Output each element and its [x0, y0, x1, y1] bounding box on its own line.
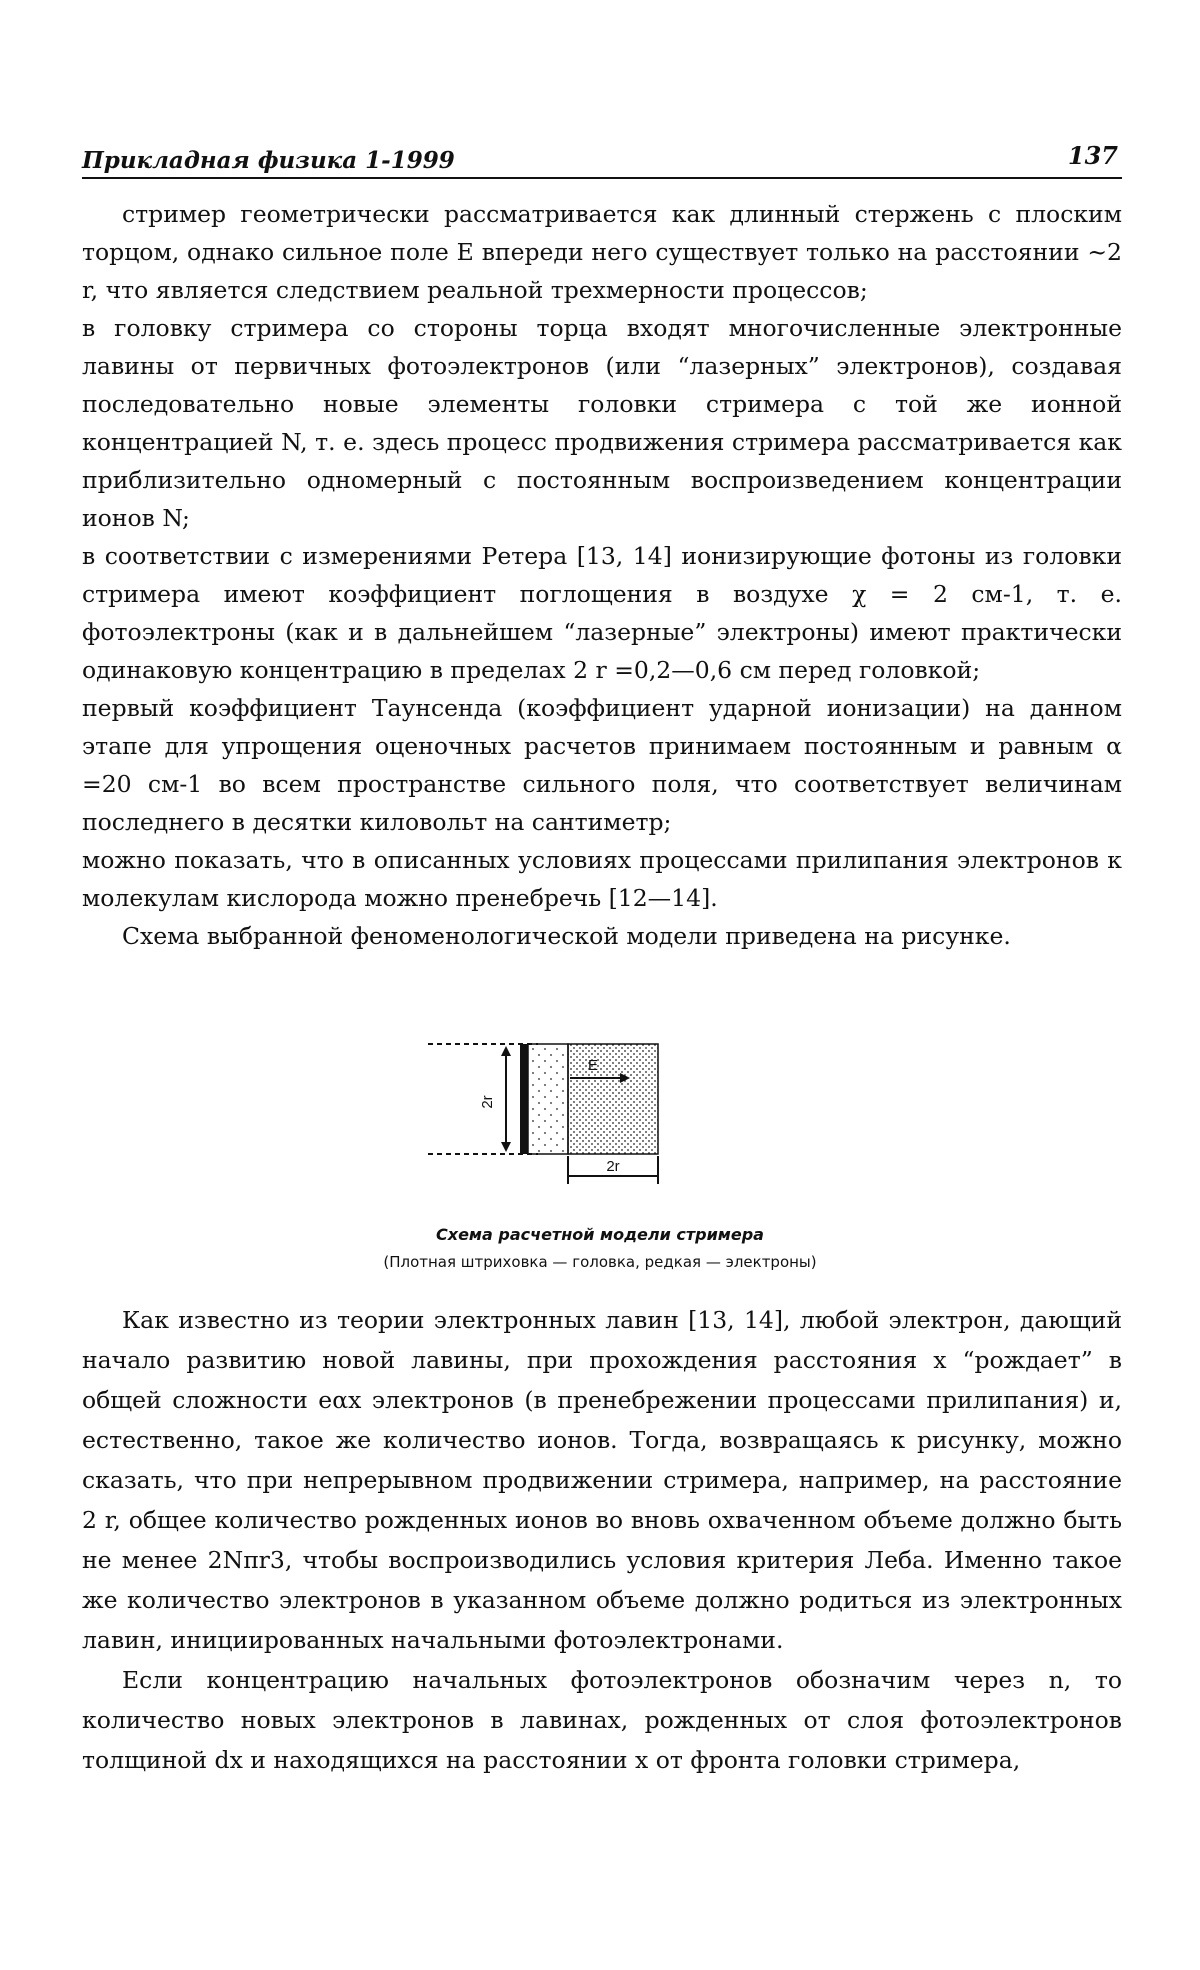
paragraph: Если концентрацию начальных фотоэлектронов обозначим через n, то количество новых электронов в лавинах, рожденных от слоя фотоэлектронов толщиной dx и находящихся на расстоянии x от фронта головки стримера, [82, 1666, 1122, 1774]
journal-title: Прикладная физика 1-1999 [82, 147, 455, 174]
paragraph: первый коэффициент Таунсенда (коэффициент ударной ионизации) на данном этапе для упрощения оценочных расчетов принимаем постоянным и равным α =20 см-1 во всем пространстве сильного поля, что соответствует величинам последнего в десятки киловольт на сантиметр; [82, 694, 1122, 836]
streamer-model-figure [428, 1040, 748, 1200]
height-label: 2r [479, 1095, 496, 1109]
height-arrow-bottom [501, 1142, 511, 1152]
head-dense-zone [568, 1044, 658, 1154]
text-block-bottom [82, 1300, 1122, 1780]
paragraph: Как известно из теории электронных лавин [13, 14], любой электрон, дающий начало развитию новой лавины, при прохождения расстояния x “рождает” в общей сложности eαx электронов (в пренебрежении процессами прилипания) и, естественно, такое же количество ионов. Тогда, возвращаясь к рисунку, можно сказать, что при непрерывном продвижении стримера, например, на расстояние 2 r, общее количество рожденных ионов во вновь охваченном объеме должно быть не менее 2Nπr3, чтобы воспроизводились условия критерия Леба. Именно такое же количество электронов в указанном объеме должно родиться из электронных лавин, инициированных начальными фотоэлектронами. [82, 1306, 1122, 1654]
paragraph: в головку стримера со стороны торца входят многочисленные электронные лавины от первичных фотоэлектронов (или “лазерных” электронов), создавая последовательно новые элементы головки стримера с той же ионной концентрацией N, т. е. здесь процесс продвижения стримера рассматривается как приблизительно одномерный с постоянным воспроизведением концентрации ионов N; [82, 314, 1122, 532]
paragraph: можно показать, что в описанных условиях процессами прилипания электронов к молекулам кислорода можно пренебречь [12—14]. [82, 846, 1122, 912]
streamer-head [520, 1044, 528, 1154]
photoelectron-zone [528, 1044, 568, 1154]
page-number: 137 [1067, 141, 1118, 170]
height-arrow-top [501, 1046, 511, 1056]
running-header [82, 141, 1122, 179]
paragraph: стример геометрически рассматривается как длинный стержень с плоским торцом, однако сильное поле E впереди него существует только на расстоянии ~2 r, что является следствием реальной трехмерности процессов; [82, 200, 1122, 304]
paragraph: в соответствии с измерениями Ретера [13, 14] ионизирующие фотоны из головки стримера имеют коэффициент поглощения в воздухе χ = 2 см-1, т. е. фотоэлектроны (как и в дальнейшем “лазерные” электроны) имеют практически одинаковую концентрацию в пределах 2 r =0,2—0,6 см перед головкой; [82, 542, 1122, 684]
field-label: E [588, 1057, 599, 1074]
paragraph: Схема выбранной феноменологической модели приведена на рисунке. [122, 922, 1011, 950]
figure-caption-subtitle: (Плотная штриховка — головка, редкая — электроны) [383, 1253, 817, 1271]
width-label: 2r [606, 1158, 620, 1175]
text-block-top [82, 195, 1122, 955]
figure-caption-title: Схема расчетной модели стримера [436, 1225, 764, 1244]
